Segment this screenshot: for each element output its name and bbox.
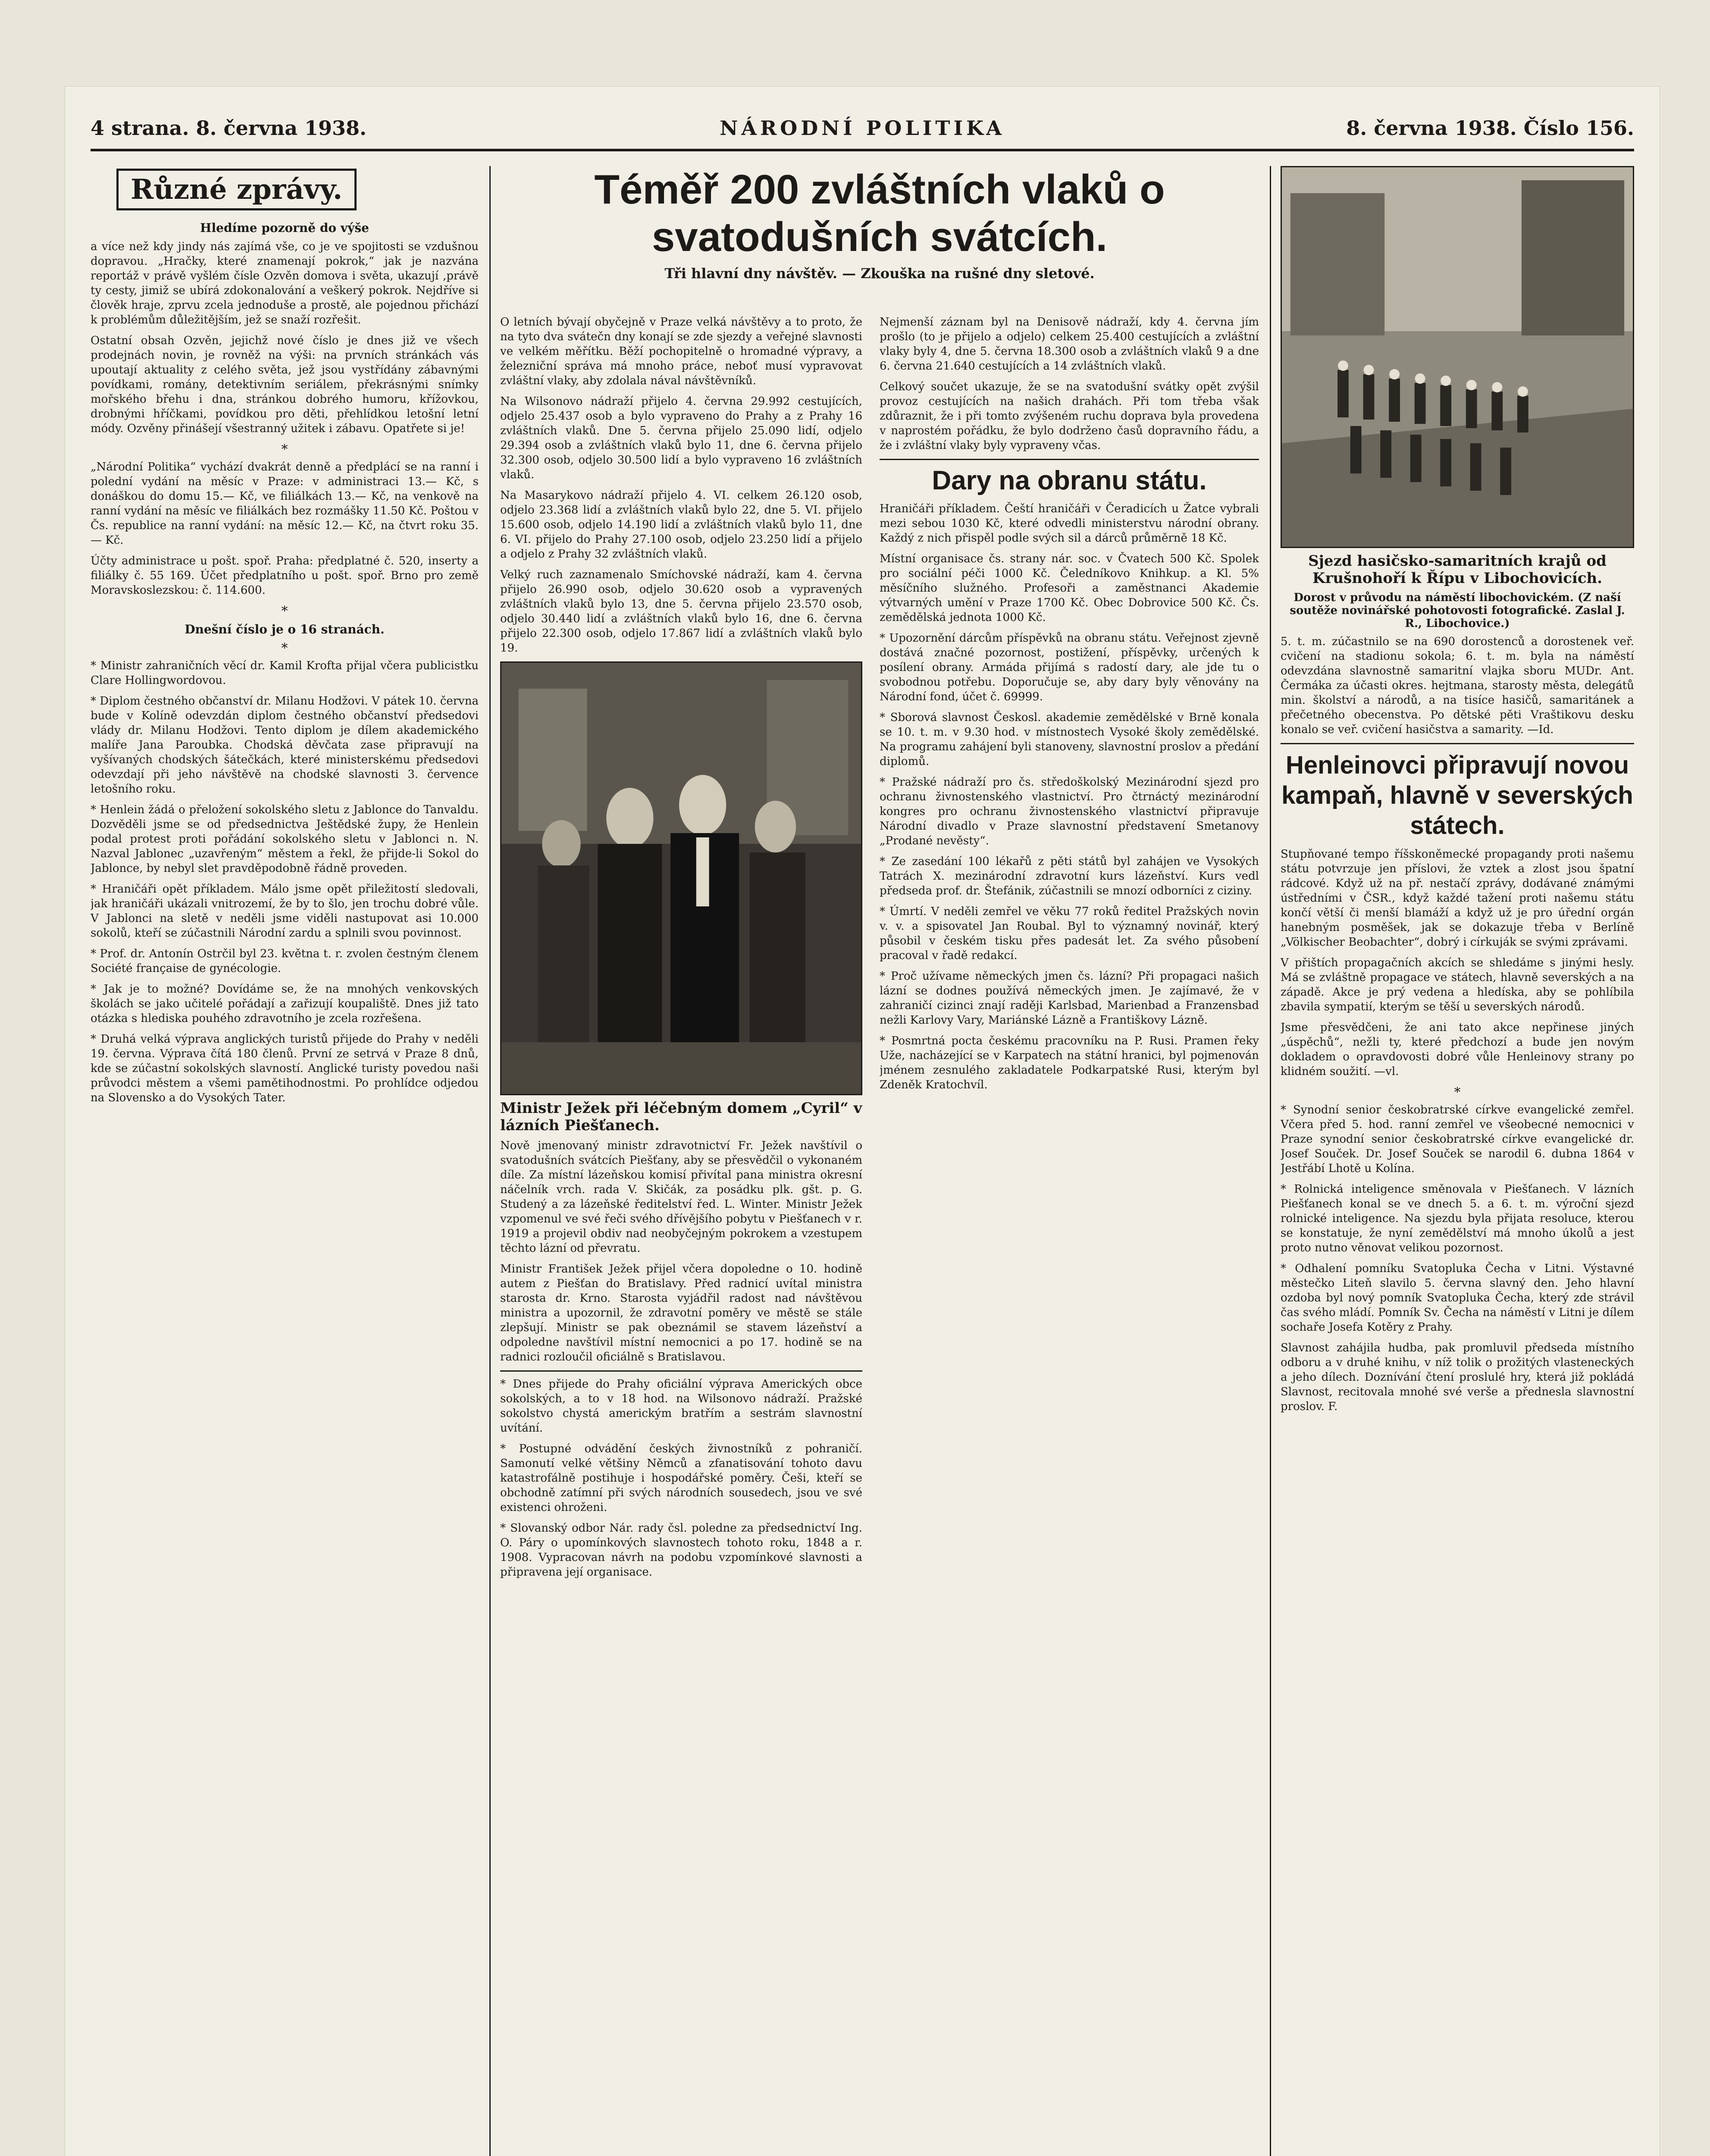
article-text: Na Wilsonovo nádraží přijelo 4. června 29.992 cestujících, odjelo 25.437 osob a bylo vypraveno do Prahy a z Prahy 16 zvláštních vlaků. Dne 5. června přijelo 25.090 lidí, odjelo 29.394 osob a zvláštních vlaků bylo 11, dne 6. června přijelo 32.300 osob, odjelo 30.500 lidí a bylo vypraveno 16 zvláštních vlaků. bbox=[500, 395, 862, 481]
photo-caption: Sjezd hasičsko-samaritních krajů od Krušnohoří k Řípu v Libochovicích. bbox=[1308, 552, 1607, 587]
article-text: * Rolnická inteligence směnovala v Piešťanech. V lázních Piešťanech konal se ve dnech 5. a 6. t. m. výroční sjezd rolnické inteligence. Na sjezdu byla přijata resoluce, kterou se konstatuje, že nyní zemědělství má mnoho úkolů a jest proto nutno věnovat velikou pozornost. bbox=[1281, 1183, 1634, 1254]
separator-star: * bbox=[281, 442, 288, 457]
divider bbox=[500, 1370, 862, 1372]
separator-star: * bbox=[281, 604, 288, 619]
separator-star: * bbox=[1454, 1085, 1461, 1100]
article-text: * Henlein žádá o přeložení sokolského sletu z Jablonce do Tanvaldu. Dozvěděli jsme se od předsednictva Ještědské župy, že Henlein podal protest proti pořádání sokolského sletu v Jablonci n. N. Nazval Jablonec „uzavřeným“ městem a řekl, že přijde-li Sokol do Jablonce, by nebyl slet pravděpodobně řádně proveden. bbox=[91, 803, 479, 875]
article-text: Na Masarykovo nádraží přijelo 4. VI. celkem 26.120 osob, odjelo 23.368 lidí a zvláštních vlaků bylo 22, dne 5. VI. přijelo 15.600 osob, odjelo 14.190 lidí a zvláštních vlaků bylo 11, dne 6. VI. přijelo do Prahy 27.100 osob, odjelo 23.250 lidí a přijelo a odjelo z Prahy 32 zvláštních vlaků. bbox=[500, 489, 862, 561]
photo-minister-image bbox=[501, 663, 861, 1094]
photo-caption: Ministr Ježek při léčebným domem „Cyril“ v lázních Piešťanech. bbox=[500, 1100, 862, 1134]
article-text: * Hraničáři opět příkladem. Málo jsme opět přiležitostí sledovali, jak hraničáři ukázali vnitrozemí, že by to šlo, jen trochu dobré vůle. V Jablonci na sletě v neděli jsme viděli nastupovat asi 10.000 sokolů, kteří se zúčastnili Národní zardu a splnili svou povinnost. bbox=[91, 883, 479, 940]
article-text: * Proč užívame německých jmen čs. lázní? Při propagaci našich lázní se dodnes používá německých jmen. Je zajímavé, že v zahraničí cizinci znají raději Karlsbad, Marienbad a Franzensbad nežli Karlovy Vary, Mariánské Lázně a Františkovy Lázně. bbox=[880, 970, 1259, 1027]
article-text: * Odhalení pomníku Svatopluka Čecha v Litni. Výstavné městečko Liteň slavilo 5. června slavný den. Jeho hlavní ozdoba byl nový pomník Svatopluka Čecha, který zde strávil čas svého mládí. Pomník Sv. Čecha na náměstí v Litni je dílem sochaře Josefa Kotěry z Prahy. bbox=[1281, 1262, 1634, 1334]
header-date-left: 4 strana. 8. června 1938. bbox=[91, 116, 367, 140]
article-text: V přištích propagačních akcích se shledáme s jinými hesly. Má se zvláštně propagace ve státech, hlavně severských a na západě. Akce je prý vedena a hledíska, aby se pohlíbila zbavila sympatií, kterým se těší u severských národů. bbox=[1281, 956, 1634, 1013]
article-text: * Posmrtná pocta českému pracovníku na P. Rusi. Pramen řeky Uže, nacházející se v Karpatech na státní hranici, byl pojmenován jménem zesnulého zakladatele Podkarpatské Rusi, kterým byl Zdeněk Kratochvíl. bbox=[880, 1034, 1259, 1091]
henlein-title: Henleinovci připravují novou kampaň, hlavně v severských státech. bbox=[1281, 751, 1633, 840]
article-text: Hraničáři příkladem. Čeští hraničáři v Čeradicích u Žatce vybrali mezi sebou 1030 Kč, které odvedli ministerstvu národní obrany. Každý z nich přispěl podle svých sil a dárců průměrně 18 Kč. bbox=[880, 502, 1259, 545]
article-text: Velký ruch zaznamenalo Smíchovské nádraží, kam 4. června přijelo 26.990 osob, odjelo 30.620 osob a vypravených zvláštních vlaků bylo 13, dne 5. června přijelo 23.570 osob, odjelo 30.440 lidí a zvláštních vlaků bylo 16, dne 6. června přijelo 22.300 osob, odjelo 17.867 lidí a zvláštních vlaků bylo 19. bbox=[500, 568, 862, 655]
article-text: Stupňované tempo říšskoněmecké propagandy proti našemu státu potvrzuje jen příslovi, že vztek a zlost jsou špatní rádcové. Když už na př. nestačí zprávy, dodávané známými ústředními v ČSR., když každé tažení proti našemu státu končí větší či menší blamáží a když už je pro úřední orgán hanebným posměšek, jak se dokazuje třeba v Berlíně „Völkischer Beobachter“, dobrý i církuják se svými zprávami. bbox=[1281, 848, 1634, 949]
article-text: * Diplom čestného občanství dr. Milanu Hodžovi. V pátek 10. června bude v Kolíně odevzdán diplom čestného občanství předsedovi vlády dr. Milanu Hodžovi. Tento diplom je dílem akademického malíře Jana Paroubka. Chodská děvčata zase připravují na vyšívaných chodských šátečkách, které ministerskému předsedovi odevzdají při jeho návštěvě na chodské slavnosti 3. července letošního roku. bbox=[91, 695, 479, 796]
article-text: * Pražské nádraží pro čs. středoškolský Mezinárodní sjezd pro ochranu živnostenského vlastnictví. Pro čtrnáctý mezinárodní kongres pro ochranu živnostenského vlastnictví připravuje Národní divadlo v Praze slavnostní představení Smetanovy „Prodané nevěsty“. bbox=[880, 776, 1259, 847]
article-text: Ministr František Ježek přijel včera dopoledne o 10. hodině autem z Piešťan do Bratislavy. Před radnicí uvítal ministra starosta dr. Krno. Starosta vyjádřil radost nad návštěvou ministra a upozornil, že zdravotní poměry ve městě se stále zlepšují. Ministr se pak obeznámil se stavem lázeňství a odpoledne navštívil místní nemocnici a po 17. hodině se na radnici rozloučil oficiálně s Bratislavou. bbox=[500, 1263, 862, 1363]
article-text: Ostatní obsah Ozvěn, jejichž nové číslo je dnes již ve všech prodejnách novin, je rovněž na výši: na prvních stránkách vás upoutají aktuality z celého světa, jež jsou vystřídány zábavnými povídkami, romány, detektivním seriálem, překrásnými snímky mořského břehu i dna, stránkou dobrého humoru, křížovkou, drobnými hříčkami, povídkou pro děti, přehlídkou letošní letní módy. Ozvěny přinášejí všestranný užitek i zábavu. Opatřete si je! bbox=[91, 334, 479, 435]
photo-parade bbox=[1281, 166, 1634, 548]
column-rule bbox=[1270, 166, 1271, 2156]
photo-subcaption: Dorost v průvodu na náměstí libochovickém. (Z naší soutěže novinářské pohotovosti fotografické. Zaslal J. R., Libochovice.) bbox=[1290, 591, 1625, 630]
article-text: * Dnes přijede do Prahy oficiální výprava Amerických obce sokolských, a to v 18 hod. na Wilsonovo nádraží. Pražské sokolstvo chystá americkým bratřím a sestrám slavnostní uvítání. bbox=[500, 1378, 862, 1435]
article-text: Slavnost zahájila hudba, pak promluvil předseda místního odboru a v druhé knihu, v níž tolik o prožitých vlasteneckých a jeho dílech. Doznívání čtení proslulé hry, která již pokládá Slavnost, recitovala mnohé své verše a přednesla slavnostní proslov. F. bbox=[1281, 1341, 1634, 1413]
article-text: O letních bývají obyčejně v Praze velká návštěvy a to proto, že na tyto dva svátečn dny konají se zde sjezdy a veřejné slavnosti ve velkém měřítku. Běží pochopitelně o hromadné výpravy, a železniční správa má mnoho práce, neboť musí vypravovat zvláštní vlaky, aby zdolala nával návštěvníků. bbox=[500, 316, 862, 387]
divider bbox=[1281, 743, 1634, 744]
column-3 bbox=[1281, 166, 1634, 2156]
column-2b bbox=[880, 315, 1259, 2156]
dary-title: Dary na obranu státu. bbox=[932, 466, 1207, 495]
article-text: * Upozornění dárcům příspěvků na obranu státu. Veřejnost zjevně dostává značné pozornost, postižení, příspěvky, určených k posílení obrany. Armáda přijímá s radostí dary, ale jde tu o svobodnou potřebu. Doporučuje se, aby dary byly věnovány na Národní fond, účet č. 69999. bbox=[880, 632, 1259, 703]
article-text: * Sborová slavnost Českosl. akademie zemědělské v Brně konala se 10. t. m. v 9.30 hod. v místnostech Vysoké školy zemědělské. Na programu zahájení byli stanoveny, slavnostní proslov a předání diplomů. bbox=[880, 711, 1259, 768]
header-issue: 8. června 1938. Číslo 156. bbox=[1346, 116, 1634, 140]
article-text: Jsme přesvědčeni, že ani tato akce nepřinese jiných „úspěchů“, nežli ty, které předchozí a bude jen novým dokladem o opravdovosti dobré vůle Henleinovy strany po klidném soužití. —vl. bbox=[1281, 1021, 1634, 1078]
article-text: 5. t. m. zúčastnilo se na 690 dorostenců a dorostenek veř. cvičení na stadionu sokola; 6. t. m. byla na náměstí odevzdána slavnostně samaritní vlajka sboru MUDr. Ant. Čermáka za účasti okres. hejtmana, starosty města, delegátů min. školství a národů, a na tisíce hasičů, samaritánek a přečetného obecenstva. Po dětské pěti Vraštikovu desku konalo se veř. cvičení hasičstva a samarity. —Id. bbox=[1281, 635, 1634, 736]
article-text: * Postupné odvádění českých živnostníků z pohraničí. Samonutí velké většiny Němců a zfanatisování tohoto davu katastrofálně postihuje i hospodářské poměry. Češi, kteří se obchodně zatímní při svých národních sousedech, jsou ve své existenci ohroženi. bbox=[500, 1442, 862, 1514]
section-title-box: Různé zprávy. bbox=[116, 169, 357, 210]
article-text: „Národní Politika“ vychází dvakrát denně a předplácí se na ranní i polední vydání na měsíc v Praze: v administraci 13.— Kč, s donáškou do domu 15.— Kč, ve filiálkách 13.— Kč, na venkově na ranní vydání na měsíc ve filiálkách bez rozmášky 11.50 Kč. Poštou v Čs. republice na ranní vydání: na měsíc 12.— Kč, na čtvrt roku 35.— Kč. bbox=[91, 461, 479, 547]
article-heading: Hledíme pozorně do výše bbox=[200, 221, 369, 235]
separator-star: * bbox=[281, 641, 288, 656]
column-1 bbox=[91, 166, 479, 2156]
article-text: Účty administrace u pošt. spoř. Praha: předplatné č. 520, inserty a filiálky č. 55 169. Účet předplatního u pošt. spoř. Brno pro země Moravskoslezskou: č. 114.600. bbox=[91, 555, 479, 597]
column-2a bbox=[500, 315, 862, 2156]
newspaper-page bbox=[65, 86, 1660, 2156]
article-text: * Prof. dr. Antonín Ostrčil byl 23. května t. r. zvolen čestným členem Société française de gynécologie. bbox=[91, 947, 479, 975]
article-text: * Ministr zahraničních věcí dr. Kamil Krofta přijal včera publicistku Clare Hollingwordovou. bbox=[91, 659, 479, 687]
photo-parade-image bbox=[1282, 167, 1633, 547]
page-header bbox=[91, 110, 1634, 151]
article-text: * Jak je to možné? Dovídáme se, že na mnohých venkovských školách se jako učitelé pořádají a zařizují koupaliště. Dnes již tato otázka s hlediska pouhého zdravotního je zcela rozřešena. bbox=[91, 983, 479, 1025]
article-heading: Dnešní číslo je o 16 stranách. bbox=[185, 622, 385, 636]
photo-minister bbox=[500, 661, 862, 1095]
article-text: * Slovanský odbor Nár. rady čsl. poledne za předsednictví Ing. O. Páry o upomínkových slavnostech tohoto roku, 1848 a r. 1908. Vypracovan návrh na podobu vzpomínkové slavnosti a připravena její organisace. bbox=[500, 1522, 862, 1579]
main-article-header bbox=[500, 166, 1259, 308]
article-text: * Synodní senior českobratrské církve evangelické zemřel. Včera před 5. hod. ranní zemřel ve všeobecné nemocnici v Praze synodní senior českobratrské církve evangelické dr. Josef Souček. Dr. Josef Souček se narodil 6. dubna 1864 v Jestřábí Lhotě u Kolína. bbox=[1281, 1103, 1634, 1175]
article-text: * Úmrtí. V neděli zemřel ve věku 77 roků ředitel Pražských novin v. v. a spisovatel Jan Roubal. Byl to významný novinář, který působil v českém tisku přes padesát let. Za svého působení pracoval v řadě redakcí. bbox=[880, 905, 1259, 962]
article-text: Nově jmenovaný ministr zdravotnictví Fr. Ježek navštívil o svatodušních svátcích Piešťany, aby se přesvědčil o vykonaném díle. Za místní lázeňskou komisí přivítal pana ministra okresní náčelník vrch. rada V. Skičák, za posádku plk. gšt. p. G. Studený a za lázeňské ředitelství řed. L. Winter. Ministr Ježek vzpomenul ve své řeči svého dřívějšího pobytu v Piešťanech v r. 1919 a projevil obdiv nad neobyčejným pokrokem a vzestupem těchto lázní od převratu. bbox=[500, 1139, 862, 1255]
article-text: a více než kdy jindy nás zajímá vše, co je ve spojitosti se vzdušnou dopravou. „Hračky, které znamenají pokrok,“ jak je nazvána reportáž v právě vyšlém čísle Ozvěn domova i světa, ukazují ,právě ty cesty, jimiž se ubírá zdokonalování a veškerý pokrok. Nejdříve si člověk hraje, zprvu zcela jednoduše a prostě, ale pojednou přichází k problémům důležitějším, jež se snaží rozřešit. bbox=[91, 240, 479, 326]
article-text: Místní organisace čs. strany nár. soc. v Čvatech 500 Kč. Spolek pro sociální péči 1000 Kč. Čeledníkovo Knihkup. a Kl. 5% měsíčního služného. Profesoři a zaměstnanci Akademie výtvarných umění v Praze 1700 Kč. Obec Dobrovice 500 Kč. Čs. zemědělská jednota 1000 Kč. bbox=[880, 552, 1259, 624]
column-rule bbox=[489, 166, 491, 2156]
article-text: * Ze zasedání 100 lékařů z pěti států byl zahájen ve Vysokých Tatrách X. mezinárodní zdravotní kurs lázeňství. Kurs vedl předseda prof. dr. Štefánik, zúčastnili se mnozí odborníci z ciziny. bbox=[880, 855, 1259, 897]
article-text: Nejmenší záznam byl na Denisově nádraží, kdy 4. června jím prošlo (to je přijelo a odjelo) celkem 25.400 cestujících a zvláštní vlaky byly 4, dne 5. června 18.300 osob a zvláštních vlaků 9 a dne 6. června 21.640 cestujících a 14 zvláštních vlaků. bbox=[880, 316, 1259, 373]
masthead: NÁRODNÍ POLITIKA bbox=[720, 116, 1005, 140]
article-text: * Druhá velká výprava anglických turistů přijede do Prahy v neděli 19. června. Výprava čítá 180 členů. První ze setrvá v Praze 8 dnů, kde se zúčastní sokolských slavností. Anglické turisty povedou naši průvodci městem a všemi pamětihodnostmi. Po prohlídce odjedou na Slovensko a do Vysokých Tater. bbox=[91, 1033, 479, 1104]
divider bbox=[880, 459, 1259, 460]
article-text: Celkový součet ukazuje, že se na svatodušní svátky opět zvýšil provoz cestujících na našich drahách. Při tom třeba však zdůraznit, že i při tomto zvýšeném ruchu doprava byla provedena v naprostém pořádku, že bylo dodrženo časů dopravního řádu, a že i zvláštní vlaky byly vypraveny včas. bbox=[880, 380, 1259, 452]
main-article-title: Téměř 200 zvláštních vlaků o svatodušních svátcích. bbox=[594, 166, 1165, 260]
main-article-subtitle: Tři hlavní dny návštěv. — Zkouška na rušné dny sletové. bbox=[664, 265, 1095, 282]
